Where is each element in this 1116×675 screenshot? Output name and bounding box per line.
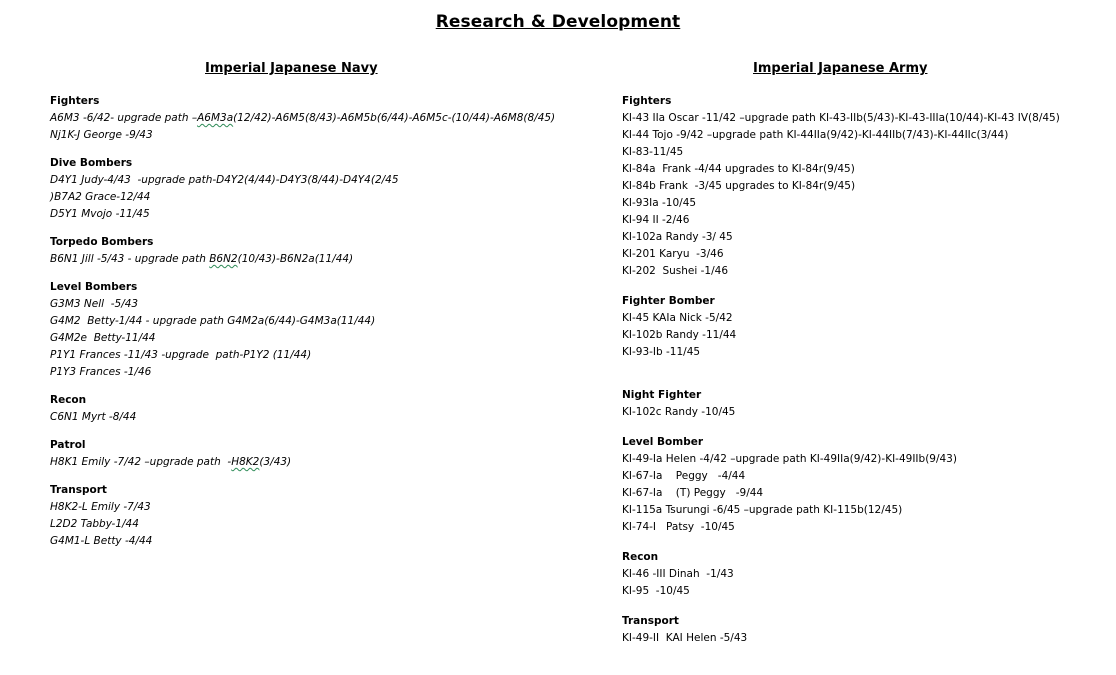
page-title: Research & Development <box>435 12 681 32</box>
entry-text-pre: H8K2-L Emily -7/43 <box>50 501 151 513</box>
entry-text-pre: L2D2 Tabby-1/44 <box>50 518 139 530</box>
entry-text-pre: KI-43 IIa Oscar -11/42 –upgrade path KI-43-IIb(5/43)-KI-43-IIIa(10/44)-KI-43 IV(8/45) <box>622 112 1060 124</box>
entry-text-mark: B6N2 <box>209 253 238 265</box>
entry-text-pre: P1Y1 Frances -11/43 -upgrade path-P1Y2 (11/44) <box>50 349 312 361</box>
entry-text-pre: KI-46 -III Dinah -1/43 <box>622 568 734 580</box>
entry-text-pre: KI-115a Tsurungi -6/45 –upgrade path KI-115b(12/45) <box>622 504 903 516</box>
aircraft-entry <box>50 347 610 364</box>
entry-text-post: (3/43) <box>259 456 292 468</box>
aircraft-entry <box>622 327 1102 344</box>
entry-text-pre: KI-102b Randy -11/44 <box>622 329 737 341</box>
section-heading: Level Bombers <box>50 281 138 293</box>
army-column <box>622 93 1102 647</box>
entry-text-pre: G3M3 Nell -5/43 <box>50 298 139 310</box>
navy-section-dive-bombers <box>50 155 610 223</box>
navy-section-fighters <box>50 93 610 144</box>
section-heading: Night Fighter <box>622 389 702 401</box>
navy-section-level-bombers <box>50 279 610 381</box>
navy-section-transport <box>50 482 610 550</box>
entry-text-pre: G4M2e Betty-11/44 <box>50 332 156 344</box>
aircraft-entry <box>50 313 610 330</box>
entry-text-post: (12/42)-A6M5(8/43)-A6M5b(6/44)-A6M5c-(10/44)-A6M8(8/45) <box>233 112 556 124</box>
aircraft-entry <box>50 206 610 223</box>
aircraft-entry <box>622 451 1102 468</box>
entry-text-mark: A6M3a <box>197 112 234 124</box>
entry-text-post: (10/43)-B6N2a(11/44) <box>237 253 354 265</box>
entry-text-pre: G4M1-L Betty -4/44 <box>50 535 153 547</box>
aircraft-entry <box>622 519 1102 536</box>
section-heading: Fighters <box>622 95 672 107</box>
entry-text-pre: KI-93Ia -10/45 <box>622 197 697 209</box>
aircraft-entry <box>622 583 1102 600</box>
entry-text-pre: KI-202 Sushei -1/46 <box>622 265 729 277</box>
entry-text-pre: KI-201 Karyu -3/46 <box>622 248 724 260</box>
section-heading: Dive Bombers <box>50 157 133 169</box>
navy-column <box>50 93 610 550</box>
entry-text-pre: KI-74-I Patsy -10/45 <box>622 521 735 533</box>
navy-section-recon <box>50 392 610 426</box>
aircraft-entry <box>50 330 610 347</box>
entry-text-pre: KI-44 Tojo -9/42 –upgrade path KI-44IIa(9/42)-KI-44IIb(7/43)-KI-44IIc(3/44) <box>622 129 1009 141</box>
aircraft-entry <box>622 229 1102 246</box>
army-section-fighters <box>622 93 1102 280</box>
aircraft-entry <box>622 485 1102 502</box>
section-heading: Patrol <box>50 439 86 451</box>
entry-text-pre: D5Y1 Mvojo -11/45 <box>50 208 150 220</box>
entry-text-pre: KI-49-II KAI Helen -5/43 <box>622 632 748 644</box>
section-heading: Recon <box>622 551 659 563</box>
entry-text-pre: B6N1 Jill -5/43 - upgrade path <box>50 253 210 265</box>
entry-text-pre: )B7A2 Grace-12/44 <box>50 191 151 203</box>
army-section-fighter-bomber <box>622 293 1102 361</box>
aircraft-entry <box>622 178 1102 195</box>
entry-text-pre: D4Y1 Judy-4/43 -upgrade path-D4Y2(4/44)-D4Y3(8/44)-D4Y4(2/45 <box>50 174 399 186</box>
aircraft-entry <box>622 127 1102 144</box>
navy-section-patrol <box>50 437 610 471</box>
aircraft-entry <box>50 172 610 189</box>
army-section-night-fighter <box>622 387 1102 421</box>
entry-text-pre: P1Y3 Frances -1/46 <box>50 366 152 378</box>
entry-text-pre: KI-67-Ia (T) Peggy -9/44 <box>622 487 764 499</box>
entry-text-pre: KI-49-Ia Helen -4/42 –upgrade path KI-49IIa(9/42)-KI-49IIb(9/43) <box>622 453 957 465</box>
aircraft-entry <box>50 251 610 268</box>
entry-text-pre: A6M3 -6/42- upgrade path – <box>50 112 198 124</box>
section-heading: Recon <box>50 394 87 406</box>
navy-section-torpedo-bombers <box>50 234 610 268</box>
entry-text-pre: KI-84b Frank -3/45 upgrades to KI-84r(9/45) <box>622 180 856 192</box>
aircraft-entry <box>622 344 1102 361</box>
aircraft-entry <box>50 409 610 426</box>
aircraft-entry <box>50 454 610 471</box>
aircraft-entry <box>622 212 1102 229</box>
aircraft-entry <box>622 502 1102 519</box>
aircraft-entry <box>622 110 1102 127</box>
army-section-transport <box>622 613 1102 647</box>
section-heading: Fighters <box>50 95 100 107</box>
aircraft-entry <box>50 127 610 144</box>
entry-text-pre: KI-83-11/45 <box>622 146 684 158</box>
aircraft-entry <box>622 404 1102 421</box>
aircraft-entry <box>622 566 1102 583</box>
aircraft-entry <box>50 110 610 127</box>
entry-text-pre: C6N1 Myrt -8/44 <box>50 411 137 423</box>
aircraft-entry <box>50 533 610 550</box>
section-heading: Torpedo Bombers <box>50 236 154 248</box>
aircraft-entry <box>622 195 1102 212</box>
navy-column-heading: Imperial Japanese Navy <box>205 61 378 76</box>
section-heading: Fighter Bomber <box>622 295 715 307</box>
entry-text-pre: KI-45 KAIa Nick -5/42 <box>622 312 733 324</box>
entry-text-pre: KI-102c Randy -10/45 <box>622 406 736 418</box>
entry-text-pre: H8K1 Emily -7/42 –upgrade path - <box>50 456 232 468</box>
entry-text-pre: KI-93-Ib -11/45 <box>622 346 701 358</box>
entry-text-pre: KI-95 -10/45 <box>622 585 690 597</box>
aircraft-entry <box>622 468 1102 485</box>
section-heading: Transport <box>622 615 679 627</box>
army-section-recon <box>622 549 1102 600</box>
entry-text-pre: Nj1K-J George -9/43 <box>50 129 153 141</box>
aircraft-entry <box>50 364 610 381</box>
entry-text-mark: H8K2 <box>231 456 260 468</box>
section-heading: Level Bomber <box>622 436 704 448</box>
aircraft-entry <box>50 499 610 516</box>
aircraft-entry <box>622 161 1102 178</box>
aircraft-entry <box>622 246 1102 263</box>
section-heading: Transport <box>50 484 107 496</box>
aircraft-entry <box>622 263 1102 280</box>
aircraft-entry <box>622 144 1102 161</box>
army-column-heading: Imperial Japanese Army <box>753 61 928 76</box>
army-section-level-bomber <box>622 434 1102 536</box>
aircraft-entry <box>622 630 1102 647</box>
aircraft-entry <box>50 189 610 206</box>
aircraft-entry <box>50 296 610 313</box>
aircraft-entry <box>50 516 610 533</box>
aircraft-entry <box>622 310 1102 327</box>
entry-text-pre: KI-84a Frank -4/44 upgrades to KI-84r(9/45) <box>622 163 855 175</box>
entry-text-pre: G4M2 Betty-1/44 - upgrade path G4M2a(6/44)-G4M3a(11/44) <box>50 315 376 327</box>
entry-text-pre: KI-67-Ia Peggy -4/44 <box>622 470 746 482</box>
entry-text-pre: KI-102a Randy -3/ 45 <box>622 231 733 243</box>
entry-text-pre: KI-94 II -2/46 <box>622 214 690 226</box>
